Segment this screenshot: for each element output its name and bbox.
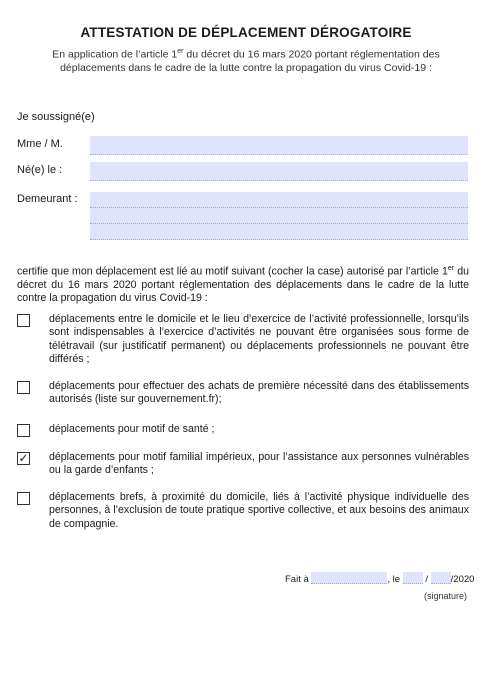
document-subtitle: En application de l’article 1er du décret du 16 mars 2020 portant réglementation des déplacements dans le cadre de la lutte contre la propagation du virus Covid-19 : [52, 48, 440, 74]
address-field[interactable] [90, 192, 468, 240]
checkbox-family-checked[interactable]: ✓ [18, 451, 29, 465]
address-label: Demeurant : [17, 193, 78, 205]
birth-date-label: Né(e) le : [17, 164, 63, 176]
certify-paragraph: certifie que mon déplacement est lié au motif suivant (cocher la case) autorisé par l’article 1er du décret du 16 mars 2020 portant réglementation des déplacements dans le cadre de la lutte contre la propagation du virus Covid-19 : [17, 265, 469, 305]
option-purchases-text: déplacements pour effectuer des achats de première nécessité dans des établissements autorisés (liste sur gouvernement.fr); [49, 380, 469, 406]
name-field[interactable] [90, 136, 468, 155]
option-professional-text: déplacements entre le domicile et le lieu d’exercice de l’activité professionnelle, lorsqu’ils sont indispensables à l’exercice d’activités ne pouvant être organisées sous forme de télétravail (sur justificatif permanent) ou déplacements professionnels ne pouvant être différés ; [49, 313, 469, 365]
option-exercise-text: déplacements brefs, à proximité du domicile, liés à l’activité physique individuelle des personnes, à l’exclusion de toute pratique sportive collective, et aux besoins des animaux de compagnie. [49, 491, 469, 530]
signature-label: (signature) [424, 591, 468, 601]
address-line-1 [90, 192, 468, 208]
option-health-text: déplacements pour motif de santé ; [49, 423, 215, 435]
date-slash: / [425, 574, 429, 585]
birth-date-field[interactable] [90, 162, 468, 181]
on-label: , le [387, 574, 401, 585]
done-at-line [285, 572, 474, 585]
document-title: ATTESTATION DE DÉPLACEMENT DÉROGATOIRE [80, 25, 412, 40]
month-field[interactable] [431, 572, 451, 584]
checkbox-exercise[interactable] [17, 492, 30, 505]
checkbox-purchases[interactable] [17, 381, 30, 394]
address-line-2 [90, 208, 468, 224]
option-family-text: déplacements pour motif familial impérieux, pour l’assistance aux personnes vulnérables ou la garde d’enfants ; [49, 451, 469, 477]
place-field[interactable] [311, 572, 387, 584]
address-line-3 [90, 224, 468, 240]
checkbox-professional[interactable] [17, 314, 30, 327]
day-field[interactable] [403, 572, 423, 584]
undersigned-label: Je soussigné(e) [17, 111, 95, 123]
year-label: /2020 [450, 574, 475, 585]
done-at-label: Fait à [285, 574, 309, 585]
checkbox-health[interactable] [17, 424, 30, 437]
name-label: Mme / M. [17, 138, 63, 150]
